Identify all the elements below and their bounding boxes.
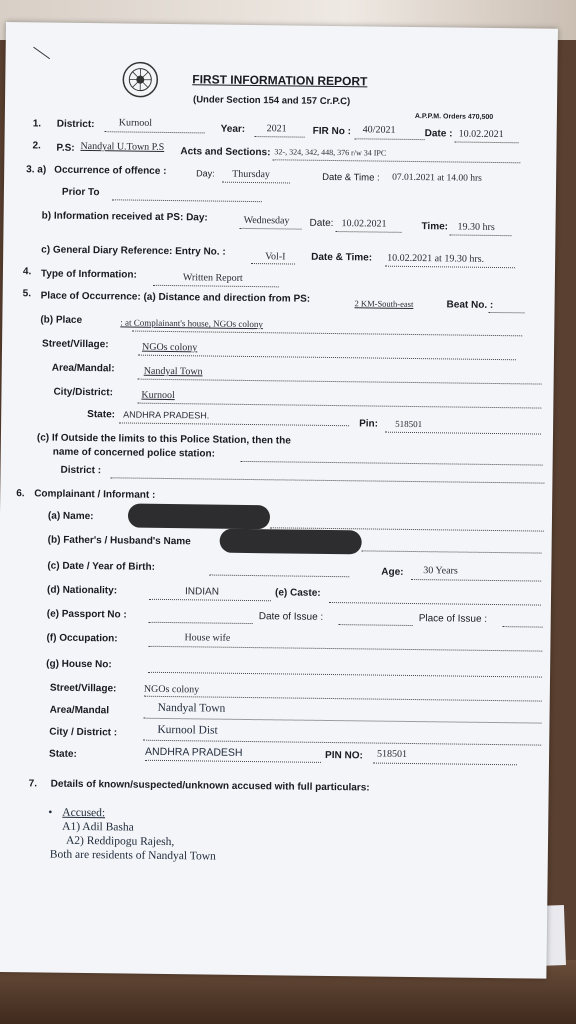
pin-label: Pin: [359,418,379,430]
info-received-time-label: Time: [421,221,449,233]
name-label: (a) Name: [47,510,94,523]
info-received-date-label: Date: [309,217,334,230]
info-received-time: 19.30 hrs [457,221,495,233]
field-line [385,266,515,269]
info-received-day: Wednesday [243,214,290,227]
complainant-state-label: State: [48,748,77,760]
field-line [488,312,524,313]
fir-number-label: FIR No : [312,125,352,138]
field-line [105,131,205,133]
city-district-value: Kurnool [141,389,175,402]
complainant-state-value: ANDHRA PRADESH [145,745,243,759]
fir-number-value: 40/2021 [362,124,396,136]
field-line [110,477,544,483]
prior-to-label: Prior To [61,186,100,199]
caste-label: (e) Caste: [274,587,321,599]
field-line [251,263,295,265]
issue-date-label: Date of Issue : [258,611,324,623]
issue-place-label: Place of Issue : [418,613,488,625]
accused-residence-note: Both are residents of Nandyal Town [49,848,216,863]
father-husband-name-label: (b) Father's / Husband's Name [47,534,191,548]
margin-pen-mark [33,47,50,59]
field-line [209,575,349,578]
field-line [362,550,542,553]
field-line [145,760,321,763]
info-type-value: Written Report [182,272,243,284]
complainant-street-label: Street/Village: [49,682,117,695]
police-station-label: P.S: [56,142,75,154]
outside-limits-label: (c) If Outside the limits to this Police Station, then the [36,432,291,447]
redacted-father-name [220,529,362,555]
district-value: Kurnool [118,117,153,129]
complainant-pin-value: 518501 [377,748,408,760]
occurrence-datetime-value: 07.01.2021 at 14.00 hrs [392,172,482,184]
field-line [119,422,349,426]
state-value: ANDHRA PRADESH. [123,409,210,421]
occurrence-label: Occurrence of offence : [54,164,167,177]
age-value: 30 Years [423,565,458,577]
item-number: 3. a) [26,164,47,176]
area-mandal-value: Nandyal Town [143,365,203,378]
occurrence-day-label: Day: [196,168,215,179]
complainant-area-label: Area/Mandal [49,704,110,717]
field-line [373,763,517,766]
field-line [149,599,271,601]
concerned-ps-label: name of concerned police station: [52,446,216,460]
diary-datetime-value: 10.02.2021 at 19.30 hrs. [387,252,485,265]
acts-sections-value: 32-, 324, 342, 448, 376 r/w 34 IPC [274,147,387,158]
diary-entry-value: Vol-I [265,251,286,263]
item-number: 4. [22,266,32,278]
document-subtitle: (Under Section 154 and 157 Cr.P.C) [192,94,351,108]
item-number: 1. [32,118,42,130]
occupation-label: (f) Occupation: [46,632,118,645]
state-emblem-icon [122,61,158,97]
fir-date-label: Date : [424,128,453,140]
complainant-city-label: City / District : [49,726,118,739]
field-line [385,432,541,435]
house-number-label: (g) House No: [46,658,112,671]
occupation-value: House wife [184,632,231,644]
nationality-value: INDIAN [184,586,220,598]
redacted-name [128,504,270,530]
accused-heading: Accused: [62,806,106,820]
info-received-label: b) Information received at PS: Day: [41,210,208,224]
accused-a2: A2) Reddipogu Rajesh, [65,834,175,849]
place-value: : at Complainant's house, NGOs colony [120,317,263,330]
complainant-street-value: NGOs colony [143,683,200,696]
complainant-area-value: Nandyal Town [157,701,226,715]
pin-value: 518501 [395,418,423,430]
field-line [144,696,542,702]
info-type-label: Type of Information: [40,268,137,281]
field-line [153,285,279,288]
age-label: Age: [381,566,404,578]
field-line [138,355,516,361]
field-line [239,228,301,230]
fir-document [0,22,558,979]
field-line [222,182,290,184]
field-line [138,379,542,385]
area-mandal-label: Area/Mandal: [51,362,115,375]
field-line [411,579,541,582]
field-line [112,199,262,202]
acts-sections-label: Acts and Sections: [180,146,271,159]
document-title: FIRST INFORMATION REPORT [192,72,368,89]
field-line [335,231,401,233]
field-line [148,646,542,652]
order-reference: A.P.P.M. Orders 470,500 [414,113,494,121]
passport-label: (e) Passport No : [46,608,127,621]
field-line [132,331,522,337]
field-line [149,622,253,624]
year-value: 2021 [266,123,287,135]
district-outside-label: District : [60,464,102,477]
field-line [143,740,541,746]
field-line [329,602,541,606]
beat-number-label: Beat No. : [446,299,494,311]
info-received-date: 10.02.2021 [341,218,387,230]
distance-direction-value: 2 KM-South-east [354,298,414,309]
diary-datetime-label: Date & Time: [311,251,373,264]
field-line [449,234,511,236]
occurrence-day-value: Thursday [232,168,271,181]
street-village-label: Street/Village: [42,338,109,351]
field-line [241,461,543,466]
field-line [339,624,413,626]
complainant-city-value: Kurnool Dist [157,723,218,737]
item-number: 7. [28,778,38,790]
occurrence-datetime-label: Date & Time : [322,171,380,184]
accused-a1: A1) Adil Basha [62,820,134,834]
field-line [503,626,543,627]
district-label: District: [56,118,95,131]
field-line [148,672,542,678]
field-line [355,138,425,140]
place-occurrence-label: Place of Occurrence: (a) Distance and direction from PS: [40,290,311,305]
complainant-label: Complainant / Informant : [34,488,156,501]
fir-date-value: 10.02.2021 [458,128,504,141]
field-line [255,136,305,138]
city-district-label: City/District: [53,386,113,399]
nationality-label: (d) Nationality: [46,584,118,597]
complainant-pin-label: PIN NO: [324,749,363,762]
field-line [272,159,520,163]
field-line [137,403,541,409]
place-label: (b) Place [40,314,83,326]
bullet-icon: • [48,806,53,819]
street-village-value: NGOs colony [141,341,198,354]
item-number: 2. [32,140,41,152]
year-label: Year: [220,123,246,135]
item-number: 5. [22,288,32,300]
accused-details-label: Details of known/suspected/unknown accused with full particulars: [50,778,370,794]
field-line [143,718,541,724]
field-line [455,141,519,143]
item-number: 6. [16,488,25,500]
diary-reference-label: c) General Diary Reference: Entry No. : [41,244,226,258]
police-station-value: Nandyal U.Town P.S [80,140,165,153]
birth-date-label: (c) Date / Year of Birth: [47,560,156,573]
state-label: State: [87,409,116,421]
